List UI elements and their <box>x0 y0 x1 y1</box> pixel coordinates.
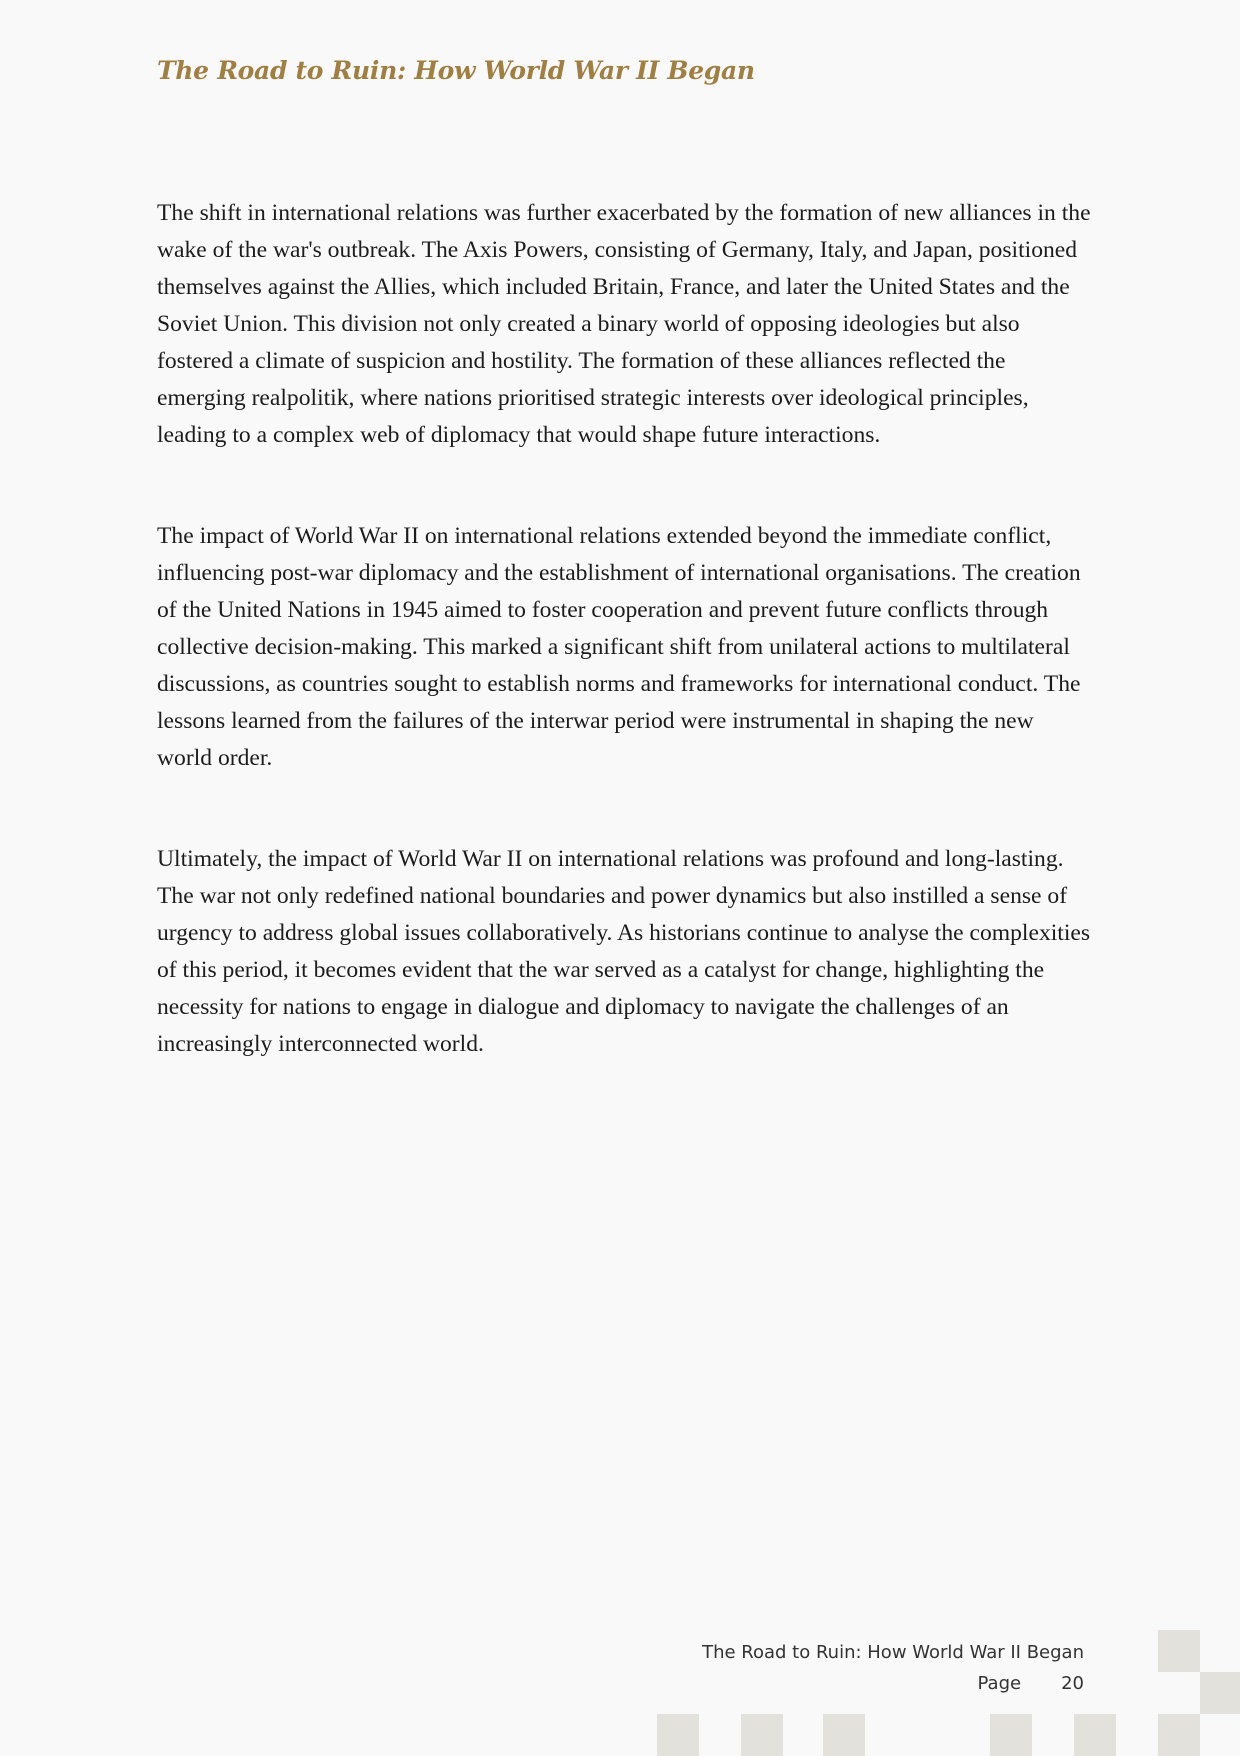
decoration-square <box>657 1714 699 1756</box>
decoration-square <box>1200 1672 1240 1714</box>
decoration-square <box>990 1714 1032 1756</box>
decoration-square <box>1158 1630 1200 1672</box>
page-header-title: The Road to Ruin: How World War II Began <box>157 56 755 85</box>
page-label: Page <box>977 1673 1022 1694</box>
footer-title: The Road to Ruin: How World War II Began <box>702 1642 1084 1663</box>
decoration-square <box>1158 1714 1200 1756</box>
paragraph-1: The shift in international relations was further exacerbated by the formation of new alliances in the wake of the war's outbreak. The Axis Powers, consisting of Germany, Italy, and Japan, positioned themselves against the Allies, which included Britain, France, and later the United States and the Soviet Union. This division not only created a binary world of opposing ideologies but also fostered a climate of suspicion and hostility. The formation of these alliances reflected the emerging realpolitik, where nations prioritised strategic interests over ideological principles, leading to a complex web of diplomacy that would shape future interactions. <box>157 200 1091 448</box>
decoration-square <box>823 1714 865 1756</box>
footer-page <box>978 1673 1084 1694</box>
page-number: 20 <box>1061 1673 1084 1694</box>
decoration-square <box>741 1714 783 1756</box>
paragraph-3: Ultimately, the impact of World War II on international relations was profound and long-lasting. The war not only redefined national boundaries and power dynamics but also instilled a sense of urgency to address global issues collaboratively. As historians continue to analyse the complexities of this period, it becomes evident that the war served as a catalyst for change, highlighting the necessity for nations to engage in dialogue and diplomacy to navigate the challenges of an increasingly interconnected world. <box>157 846 1091 1057</box>
paragraph-2: The impact of World War II on international relations extended beyond the immediate conflict, influencing post-war diplomacy and the establishment of international organisations. The creation of the United Nations in 1945 aimed to foster cooperation and prevent future conflicts through collective decision-making. This marked a significant shift from unilateral actions to multilateral discussions, as countries sought to establish norms and frameworks for international conduct. The lessons learned from the failures of the interwar period were instrumental in shaping the new world order. <box>157 523 1081 771</box>
document-body <box>157 195 1092 1127</box>
decoration-square <box>1074 1714 1116 1756</box>
